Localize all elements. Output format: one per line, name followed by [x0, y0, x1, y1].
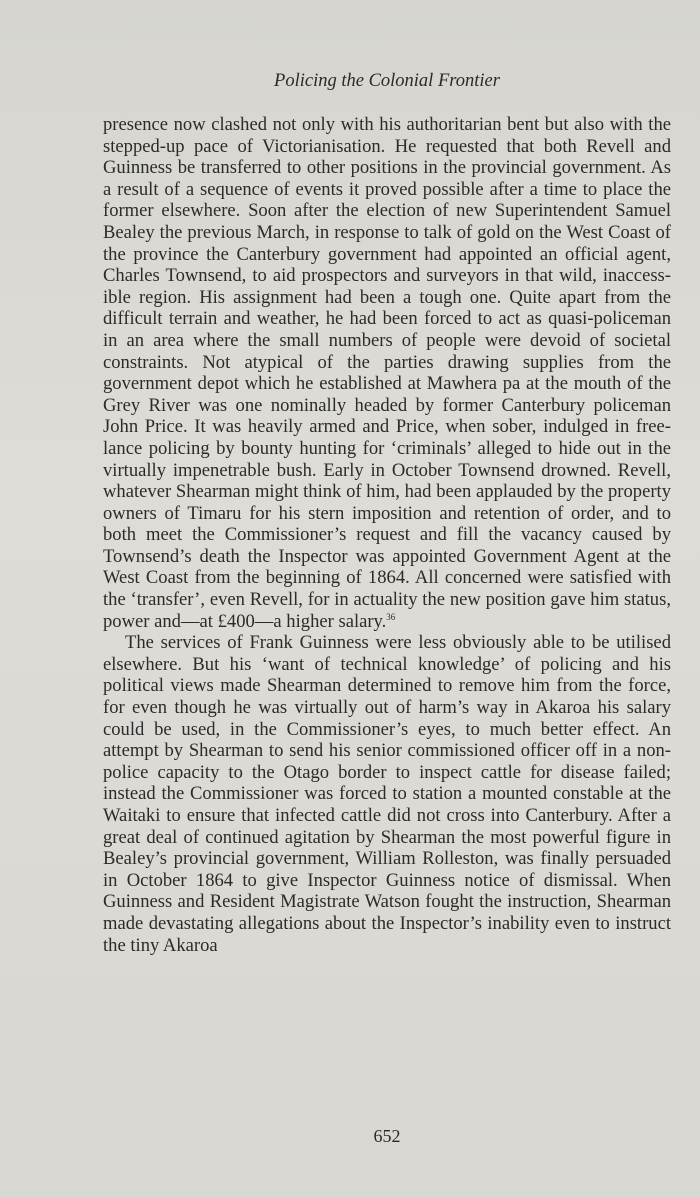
paragraph: [103, 114, 671, 632]
footnote-reference: 36: [386, 611, 396, 622]
page-number: 652: [373, 1126, 401, 1146]
paragraph: The services of Frank Guinness were less obviously able to be utilised elsewhere. But his ‘want of technical knowledge’ of policing and his political views made Shearman determined to remove him from the force, for even though he was virtually out of harm’s way in Akaroa his salary could be used, in the Commissioner’s eyes, to much better effect. An attempt by Shearman to send his senior commissioned officer off in a non-police capacity to the Otago border to inspect cattle for disease failed; instead the Commissioner was forced to station a mounted constable at the Waitaki to ensure that infected cattle did not cross into Canterbury. After a great deal of continued agitation by Shearman the most powerful figure in Bealey’s provincial government, William Rolleston, was finally persuaded in October 1864 to give Inspector Guinness notice of dismissal. When Guinness and Resident Magistrate Watson fought the instruction, Shearman made devastating allegations about the Inspector’s inability even to instruct the tiny Akaroa: [103, 632, 671, 956]
body-text: [103, 114, 671, 956]
running-head: Policing the Colonial Frontier: [274, 71, 500, 91]
paragraph-text: presence now clashed not only with his authoritarian bent but also with the stepped-up pace of Victorianisation. He requested that both Revell and Guinness be transferred to other positions in the provincial government. As a result of a sequence of events it proved possible after a time to place the former elsewhere. Soon after the election of new Superintendent Samuel Bealey the previous March, in response to talk of gold on the West Coast of the province the Canterbury government had appointed an official agent, Charles Townsend, to aid prospectors and surveyors in that wild, inaccessible region. His assignment had been a tough one. Quite apart from the difficult terrain and weather, he had been forced to act as quasi-policeman in an area where the small numbers of people were devoid of societal constraints. Not atypical of the parties drawing supplies from the government depot which he established at Mawhera pa at the mouth of the Grey River was one nominally headed by former Canterbury policeman John Price. It was heavily armed and Price, when sober, indulged in free-lance policing by bounty hunting for ‘criminals’ alleged to hide out in the virtually impenetrable bush. Early in October Townsend drowned. Revell, whatever Shearman might think of him, had been applauded by the property owners of Timaru for his stern imposition and retention of order, and to both meet the Commissioner’s request and fill the vacancy caused by Townsend’s death the Inspector was appointed Government Agent at the West Coast from the beginning of 1864. All concerned were satisfied with the ‘transfer’, even Revell, for in actuality the new position gave him status, power and—at £400—a higher salary.: [103, 114, 671, 632]
